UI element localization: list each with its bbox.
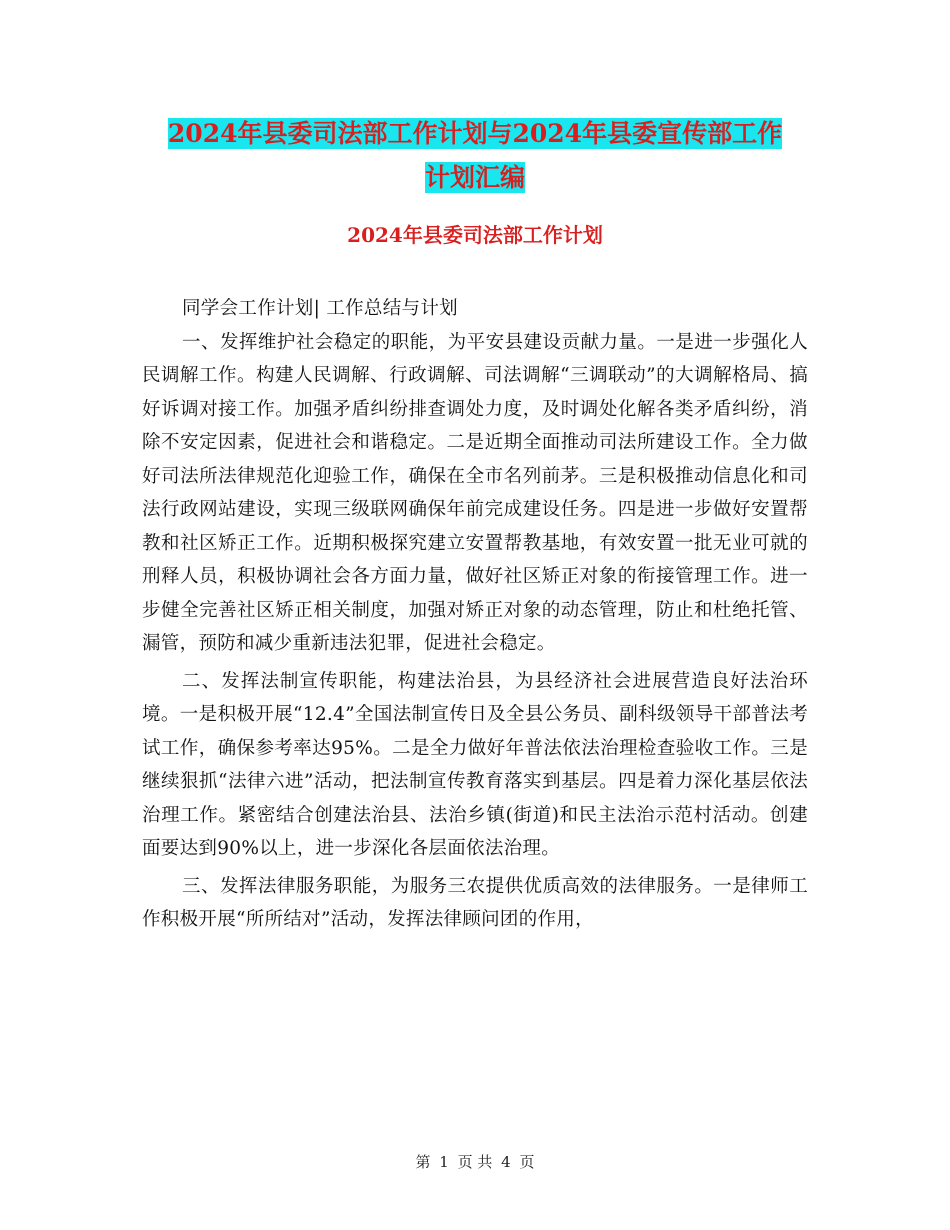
footer-suffix: 页 xyxy=(519,1153,535,1171)
section-title: 2024年县委司法部工作计划 xyxy=(347,223,603,247)
paragraph-two: 二、发挥法制宣传职能，构建法治县，为县经济社会进展营造良好法治环境。一是积极开展“12.4”全国法制宣传日及全县公务员、副科级领导干部普法考试工作，确保参考率达95%。二是全力做好年普法依法治理检查验收工作。三是继续狠抓“法律六进”活动，把法制宣传教育落实到基层。四是着力深化基层依法治理工作。紧密结合创建法治县、法治乡镇(街道)和民主法治示范村活动。创建面要达到90%以上，进一步深化各层面依法治理。 xyxy=(142,670,808,859)
title-line-1: 2024年县委司法部工作计划与2024年县委宣传部工作 xyxy=(167,119,783,148)
footer-prefix: 第 xyxy=(415,1153,431,1171)
document-body xyxy=(142,292,808,937)
footer-page-number: 1 xyxy=(439,1153,449,1171)
document-title xyxy=(130,112,820,200)
footer-middle: 页 共 xyxy=(457,1153,493,1171)
paragraph-intro: 同学会工作计划| 工作总结与计划 xyxy=(182,298,458,319)
paragraph-three: 三、发挥法律服务职能，为服务三农提供优质高效的法律服务。一是律师工作积极开展“所所结对”活动，发挥法律顾问团的作用， xyxy=(142,875,808,930)
title-line-2: 计划汇编 xyxy=(424,163,525,192)
paragraph-one: 一、发挥维护社会稳定的职能，为平安县建设贡献力量。一是进一步强化人民调解工作。构建人民调解、行政调解、司法调解“三调联动”的大调解格局、搞好诉调对接工作。加强矛盾纠纷排查调处力度，及时调处化解各类矛盾纠纷，消除不安定因素，促进社会和谐稳定。二是近期全面推动司法所建设工作。全力做好司法所法律规范化迎验工作，确保在全市名列前茅。三是积极推动信息化和司法行政网站建设，实现三级联网确保年前完成建设任务。四是进一步做好安置帮教和社区矫正工作。近期积极探究建立安置帮教基地，有效安置一批无业可就的刑释人员，积极协调社会各方面力量，做好社区矫正对象的衔接管理工作。进一步健全完善社区矫正相关制度，加强对矫正对象的动态管理，防止和杜绝托管、漏管，预防和减少重新违法犯罪，促进社会稳定。 xyxy=(142,331,808,654)
footer-total-pages: 4 xyxy=(501,1153,511,1171)
page-footer xyxy=(0,1152,950,1172)
